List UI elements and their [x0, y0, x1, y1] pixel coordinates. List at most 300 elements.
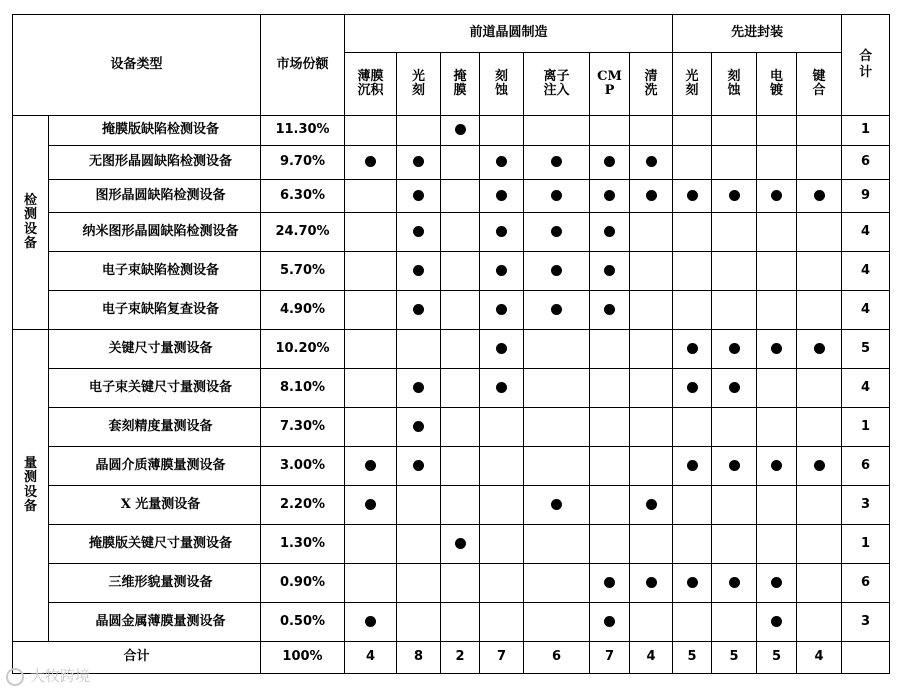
process-cell — [797, 291, 842, 330]
filled-dot-icon — [604, 304, 615, 315]
header-process-back-7 — [673, 53, 712, 116]
process-cell — [590, 408, 630, 447]
process-cell — [712, 603, 757, 642]
header-process-back-9 — [757, 53, 797, 116]
process-cell — [345, 486, 397, 525]
process-cell — [441, 146, 480, 180]
process-cell — [345, 213, 397, 252]
process-cell — [757, 330, 797, 369]
process-cell — [345, 330, 397, 369]
row-total: 4 — [842, 252, 890, 291]
process-cell — [441, 291, 480, 330]
filled-dot-icon — [771, 577, 782, 588]
market-share-value: 5.70% — [261, 252, 345, 291]
process-cell — [590, 603, 630, 642]
market-share-value: 8.10% — [261, 369, 345, 408]
process-cell — [712, 330, 757, 369]
header-process-label: 刻蚀 — [727, 68, 741, 98]
process-cell — [524, 213, 590, 252]
filled-dot-icon — [551, 265, 562, 276]
process-cell — [673, 330, 712, 369]
process-cell — [797, 525, 842, 564]
process-cell — [480, 180, 524, 213]
row-total: 6 — [842, 564, 890, 603]
footer-row — [13, 642, 890, 674]
process-cell — [757, 291, 797, 330]
process-cell — [757, 486, 797, 525]
row-total: 9 — [842, 180, 890, 213]
process-cell — [712, 213, 757, 252]
equipment-name: 纳米图形晶圆缺陷检测设备 — [49, 213, 261, 252]
process-cell — [524, 447, 590, 486]
header-equipment-type: 设备类型 — [13, 15, 261, 116]
row-total: 3 — [842, 486, 890, 525]
market-share-value: 6.30% — [261, 180, 345, 213]
process-cell — [630, 252, 673, 291]
process-cell — [630, 116, 673, 146]
process-cell — [712, 252, 757, 291]
process-cell — [757, 213, 797, 252]
process-cell — [524, 180, 590, 213]
filled-dot-icon — [496, 343, 507, 354]
process-cell — [480, 146, 524, 180]
filled-dot-icon — [413, 226, 424, 237]
table-row — [13, 146, 890, 180]
filled-dot-icon — [687, 343, 698, 354]
filled-dot-icon — [687, 382, 698, 393]
process-cell — [630, 180, 673, 213]
process-cell — [630, 408, 673, 447]
category-label: 检测设备 — [23, 192, 37, 251]
table-row — [13, 447, 890, 486]
process-cell — [673, 146, 712, 180]
market-share-value: 9.70% — [261, 146, 345, 180]
process-cell — [673, 180, 712, 213]
filled-dot-icon — [365, 460, 376, 471]
process-cell — [797, 330, 842, 369]
equipment-name: 掩膜版关键尺寸量测设备 — [49, 525, 261, 564]
process-cell — [673, 486, 712, 525]
process-cell — [345, 146, 397, 180]
process-cell — [345, 564, 397, 603]
process-cell — [397, 252, 441, 291]
process-cell — [480, 291, 524, 330]
filled-dot-icon — [604, 577, 615, 588]
process-cell — [797, 146, 842, 180]
table-row — [13, 525, 890, 564]
process-cell — [673, 291, 712, 330]
process-cell — [712, 116, 757, 146]
process-cell — [630, 146, 673, 180]
process-cell — [630, 564, 673, 603]
filled-dot-icon — [413, 190, 424, 201]
process-cell — [797, 252, 842, 291]
table-row — [13, 213, 890, 252]
process-cell — [345, 447, 397, 486]
process-cell — [397, 213, 441, 252]
process-cell — [673, 252, 712, 291]
process-cell — [712, 486, 757, 525]
process-cell — [590, 369, 630, 408]
process-cell — [630, 369, 673, 408]
equipment-name: 图形晶圆缺陷检测设备 — [49, 180, 261, 213]
header-process-front-2 — [441, 53, 480, 116]
process-cell — [590, 291, 630, 330]
filled-dot-icon — [551, 190, 562, 201]
process-cell — [480, 525, 524, 564]
row-total: 1 — [842, 116, 890, 146]
process-cell — [441, 525, 480, 564]
header-process-label: 薄膜沉积 — [357, 68, 384, 98]
category-cell — [13, 116, 49, 330]
process-cell — [524, 291, 590, 330]
column-total: 4 — [630, 642, 673, 674]
process-cell — [397, 447, 441, 486]
footer-label: 合计 — [13, 642, 261, 674]
filled-dot-icon — [496, 304, 507, 315]
column-total: 7 — [480, 642, 524, 674]
equipment-name: X 光量测设备 — [49, 486, 261, 525]
filled-dot-icon — [551, 156, 562, 167]
process-cell — [524, 146, 590, 180]
header-process-front-5 — [590, 53, 630, 116]
column-total: 5 — [673, 642, 712, 674]
equipment-name: 三维形貌量测设备 — [49, 564, 261, 603]
header-process-front-0 — [345, 53, 397, 116]
table-row — [13, 180, 890, 213]
process-cell — [441, 603, 480, 642]
process-cell — [441, 116, 480, 146]
table-row — [13, 330, 890, 369]
process-cell — [797, 447, 842, 486]
process-cell — [630, 525, 673, 564]
process-cell — [480, 116, 524, 146]
header-process-label: 光刻 — [685, 68, 699, 98]
process-cell — [757, 525, 797, 564]
process-cell — [712, 564, 757, 603]
header-process-front-3 — [480, 53, 524, 116]
filled-dot-icon — [771, 616, 782, 627]
header-process-front-1 — [397, 53, 441, 116]
process-cell — [712, 369, 757, 408]
process-cell — [712, 408, 757, 447]
row-total: 1 — [842, 408, 890, 447]
process-cell — [590, 213, 630, 252]
process-cell — [480, 252, 524, 291]
filled-dot-icon — [814, 460, 825, 471]
filled-dot-icon — [496, 156, 507, 167]
column-total: 4 — [797, 642, 842, 674]
process-cell — [673, 408, 712, 447]
header-process-label: 刻蚀 — [495, 68, 509, 98]
process-cell — [524, 330, 590, 369]
process-cell — [630, 447, 673, 486]
filled-dot-icon — [604, 265, 615, 276]
process-cell — [590, 564, 630, 603]
market-share-value: 1.30% — [261, 525, 345, 564]
process-cell — [673, 447, 712, 486]
process-cell — [480, 486, 524, 525]
process-cell — [673, 116, 712, 146]
process-cell — [345, 408, 397, 447]
filled-dot-icon — [496, 190, 507, 201]
process-cell — [797, 213, 842, 252]
row-total: 3 — [842, 603, 890, 642]
process-cell — [345, 603, 397, 642]
equipment-name: 电子束关键尺寸量测设备 — [49, 369, 261, 408]
market-share-value: 3.00% — [261, 447, 345, 486]
process-cell — [757, 180, 797, 213]
process-cell — [441, 252, 480, 291]
row-total: 4 — [842, 213, 890, 252]
equipment-name: 掩膜版缺陷检测设备 — [49, 116, 261, 146]
process-cell — [757, 252, 797, 291]
process-cell — [480, 408, 524, 447]
filled-dot-icon — [771, 190, 782, 201]
equipment-name: 晶圆介质薄膜量测设备 — [49, 447, 261, 486]
filled-dot-icon — [455, 124, 466, 135]
column-total: 5 — [712, 642, 757, 674]
header-process-front-6 — [630, 53, 673, 116]
filled-dot-icon — [413, 421, 424, 432]
table-row — [13, 486, 890, 525]
filled-dot-icon — [365, 616, 376, 627]
process-cell — [590, 447, 630, 486]
process-cell — [441, 486, 480, 525]
process-cell — [524, 525, 590, 564]
filled-dot-icon — [496, 382, 507, 393]
process-cell — [797, 486, 842, 525]
market-share-value: 0.50% — [261, 603, 345, 642]
row-total: 1 — [842, 525, 890, 564]
column-total: 8 — [397, 642, 441, 674]
filled-dot-icon — [729, 577, 740, 588]
process-cell — [630, 330, 673, 369]
filled-dot-icon — [604, 226, 615, 237]
filled-dot-icon — [413, 156, 424, 167]
table-row — [13, 369, 890, 408]
column-total: 6 — [524, 642, 590, 674]
process-cell — [441, 447, 480, 486]
column-total: 2 — [441, 642, 480, 674]
filled-dot-icon — [551, 499, 562, 510]
equipment-name: 电子束缺陷复查设备 — [49, 291, 261, 330]
header-process-label: 电镀 — [770, 68, 784, 98]
row-total: 6 — [842, 447, 890, 486]
process-cell — [757, 116, 797, 146]
filled-dot-icon — [814, 343, 825, 354]
filled-dot-icon — [365, 499, 376, 510]
filled-dot-icon — [646, 499, 657, 510]
process-cell — [397, 564, 441, 603]
equipment-name: 套刻精度量测设备 — [49, 408, 261, 447]
process-cell — [673, 603, 712, 642]
process-cell — [480, 447, 524, 486]
process-cell — [757, 146, 797, 180]
process-cell — [345, 291, 397, 330]
process-cell — [397, 369, 441, 408]
process-cell — [630, 486, 673, 525]
process-cell — [797, 116, 842, 146]
row-total: 4 — [842, 291, 890, 330]
process-cell — [480, 603, 524, 642]
process-cell — [345, 252, 397, 291]
header-front-group: 前道晶圆制造 — [345, 15, 673, 53]
process-cell — [712, 447, 757, 486]
process-cell — [712, 180, 757, 213]
header-back-group: 先进封装 — [673, 15, 842, 53]
filled-dot-icon — [771, 460, 782, 471]
process-cell — [630, 213, 673, 252]
header-process-back-8 — [712, 53, 757, 116]
process-cell — [757, 447, 797, 486]
process-cell — [757, 564, 797, 603]
process-cell — [712, 525, 757, 564]
filled-dot-icon — [729, 343, 740, 354]
header-process-label: 键合 — [812, 68, 826, 98]
column-total: 7 — [590, 642, 630, 674]
process-cell — [524, 564, 590, 603]
process-cell — [630, 603, 673, 642]
header-process-label: 离子注入 — [543, 68, 570, 98]
header-row-groups — [13, 15, 890, 53]
header-process-front-4 — [524, 53, 590, 116]
process-cell — [524, 408, 590, 447]
process-cell — [397, 408, 441, 447]
process-cell — [397, 180, 441, 213]
header-total — [842, 15, 890, 116]
header-process-back-10 — [797, 53, 842, 116]
filled-dot-icon — [455, 538, 466, 549]
column-total: 5 — [757, 642, 797, 674]
process-cell — [345, 116, 397, 146]
process-cell — [441, 408, 480, 447]
process-cell — [590, 116, 630, 146]
process-cell — [524, 603, 590, 642]
filled-dot-icon — [729, 460, 740, 471]
filled-dot-icon — [646, 156, 657, 167]
process-cell — [480, 369, 524, 408]
header-process-label: CMP — [597, 68, 622, 98]
process-cell — [590, 486, 630, 525]
process-cell — [345, 180, 397, 213]
equipment-name: 关键尺寸量测设备 — [49, 330, 261, 369]
process-cell — [630, 291, 673, 330]
process-cell — [797, 408, 842, 447]
filled-dot-icon — [551, 304, 562, 315]
watermark — [6, 665, 90, 686]
table-row — [13, 408, 890, 447]
process-cell — [797, 564, 842, 603]
market-share-value: 4.90% — [261, 291, 345, 330]
process-cell — [673, 213, 712, 252]
category-label: 量测设备 — [23, 455, 37, 514]
process-cell — [757, 369, 797, 408]
filled-dot-icon — [646, 577, 657, 588]
process-cell — [590, 252, 630, 291]
market-share-value: 24.70% — [261, 213, 345, 252]
process-cell — [590, 525, 630, 564]
filled-dot-icon — [413, 460, 424, 471]
column-total: 4 — [345, 642, 397, 674]
footer-empty-cell — [842, 642, 890, 674]
filled-dot-icon — [814, 190, 825, 201]
process-cell — [673, 564, 712, 603]
watermark-text: 大牧跨境 — [30, 667, 91, 685]
process-cell — [524, 486, 590, 525]
market-share-value: 7.30% — [261, 408, 345, 447]
equipment-name: 电子束缺陷检测设备 — [49, 252, 261, 291]
process-cell — [397, 291, 441, 330]
process-cell — [797, 603, 842, 642]
process-cell — [590, 330, 630, 369]
equipment-name: 无图形晶圆缺陷检测设备 — [49, 146, 261, 180]
process-cell — [441, 369, 480, 408]
row-total: 5 — [842, 330, 890, 369]
process-cell — [712, 291, 757, 330]
row-total: 4 — [842, 369, 890, 408]
filled-dot-icon — [687, 190, 698, 201]
watermark-logo-icon — [6, 668, 24, 686]
filled-dot-icon — [496, 226, 507, 237]
filled-dot-icon — [687, 577, 698, 588]
process-cell — [345, 369, 397, 408]
filled-dot-icon — [365, 156, 376, 167]
process-cell — [441, 180, 480, 213]
table-row — [13, 564, 890, 603]
filled-dot-icon — [413, 304, 424, 315]
process-cell — [441, 213, 480, 252]
process-cell — [441, 330, 480, 369]
header-process-label: 掩膜 — [453, 68, 467, 98]
process-cell — [673, 369, 712, 408]
table-row — [13, 291, 890, 330]
filled-dot-icon — [604, 190, 615, 201]
filled-dot-icon — [413, 265, 424, 276]
market-share-value: 11.30% — [261, 116, 345, 146]
process-cell — [397, 603, 441, 642]
process-cell — [441, 564, 480, 603]
process-cell — [397, 486, 441, 525]
process-cell — [712, 146, 757, 180]
process-cell — [397, 330, 441, 369]
filled-dot-icon — [646, 190, 657, 201]
equipment-table — [12, 14, 890, 674]
process-cell — [797, 180, 842, 213]
header-total-text: 合计 — [859, 49, 873, 80]
process-cell — [480, 213, 524, 252]
process-cell — [757, 603, 797, 642]
header-process-label: 光刻 — [412, 68, 426, 98]
process-cell — [590, 180, 630, 213]
table-row — [13, 116, 890, 146]
process-cell — [524, 369, 590, 408]
process-cell — [524, 116, 590, 146]
filled-dot-icon — [604, 616, 615, 627]
filled-dot-icon — [771, 343, 782, 354]
process-cell — [673, 525, 712, 564]
process-cell — [480, 564, 524, 603]
filled-dot-icon — [729, 190, 740, 201]
table-row — [13, 252, 890, 291]
market-share-value: 10.20% — [261, 330, 345, 369]
equipment-name: 晶圆金属薄膜量测设备 — [49, 603, 261, 642]
process-cell — [345, 525, 397, 564]
filled-dot-icon — [413, 382, 424, 393]
row-total: 6 — [842, 146, 890, 180]
process-cell — [397, 116, 441, 146]
market-share-value: 0.90% — [261, 564, 345, 603]
